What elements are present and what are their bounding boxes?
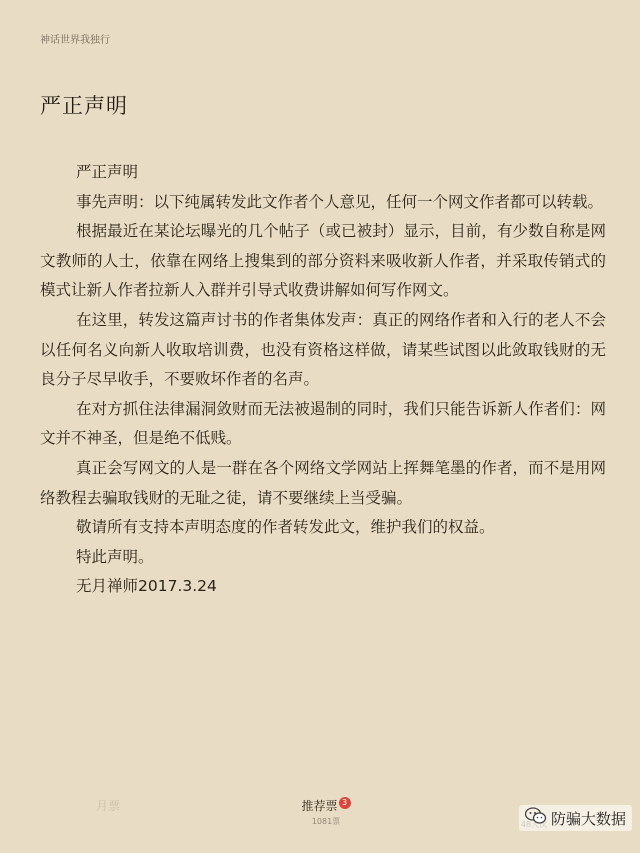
paragraph: 在这里，转发这篇声讨书的作者集体发声：真正的网络作者和入行的老人不会以任何名义向新人收取培训费，也没有资格这样做，请某些试图以此敛取钱财的无良分子尽早收手，不要败坏作者的名声。	[40, 310, 606, 389]
recommend-count: 1081票	[311, 817, 341, 826]
paragraph: 真正会写网文的人是一群在各个网络文学网站上挥舞笔墨的作者，而不是用网络教程去骗取钱财的无耻之徒，请不要继续上当受骗。	[40, 458, 606, 507]
chapter-content	[40, 158, 606, 602]
wechat-icon	[525, 807, 547, 829]
paragraph: 在对方抓住法律漏洞敛财而无法被遏制的同时，我们只能告诉新人作者们：网文并不神圣，但是绝不低贱。	[40, 399, 606, 448]
recommend-label-text: 推荐票	[301, 799, 338, 813]
paragraph: 根据最近在某论坛曝光的几个帖子（或已被封）显示，目前，有少数自称是网文教师的人士，依靠在网络上搜集到的部分资料来吸收新人作者，并采取传销式的模式让新人作者拉新人入群并引导式收费讲解如何写作网文。	[40, 222, 606, 300]
paragraph: 无月禅师2017.3.24	[76, 577, 217, 596]
recommend-ticket-button[interactable]	[290, 797, 362, 827]
monthly-ticket-label: 月票	[95, 799, 120, 813]
monthly-ticket-button[interactable]	[88, 797, 128, 814]
watermark	[519, 805, 632, 831]
paragraph: 特此声明。	[76, 547, 154, 566]
watermark-text: 防骗大数据	[550, 809, 626, 828]
recommend-ticket-label	[290, 797, 362, 814]
book-title: 神话世界我独行	[40, 35, 110, 46]
chapter-title: 严正声明	[40, 94, 128, 118]
paragraph: 严正声明	[76, 163, 139, 181]
paragraph: 事先声明：以下纯属转发此文作者个人意见，任何一个网文作者都可以转载。	[76, 192, 604, 211]
recommend-badge: 3	[339, 797, 351, 809]
paragraph: 敬请所有支持本声明态度的作者转发此文，维护我们的权益。	[76, 518, 495, 537]
